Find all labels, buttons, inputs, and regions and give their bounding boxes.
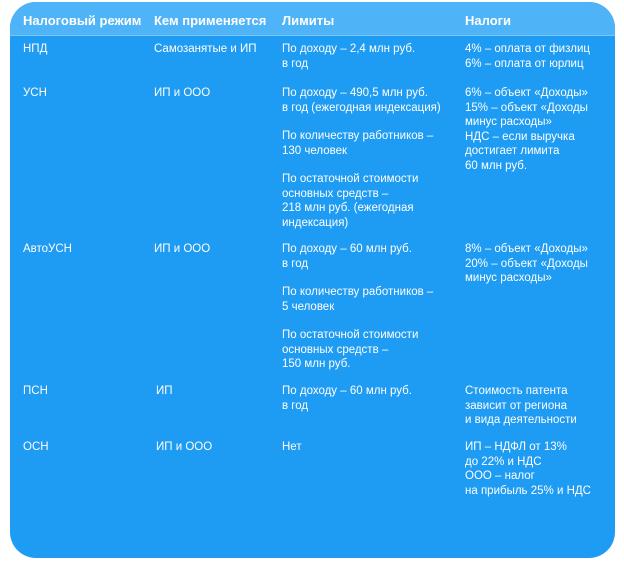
limit-item: По доходу – 60 млн руб. в год [282,243,412,270]
header-taxes: Налоги [465,13,512,28]
row-regime: НПД [23,43,48,55]
row-limits [282,384,412,413]
row-regime: УСН [23,87,47,99]
header-applies: Кем применяется [154,13,267,28]
limit-item: По остаточной стоимости основных средств – 218 млн руб. (ежегодная индексация) [282,173,419,229]
row-applies: ИП и ООО [156,441,213,453]
limit-item: По доходу – 2,4 млн руб. в год [282,43,416,70]
row-taxes: ИП – НДФЛ от 13% до 22% и НДС ООО – налог на прибыль 25% и НДС [465,441,591,497]
limit-item: По доходу – 490,5 млн руб. в год (ежегодная индексация) [282,87,441,114]
row-limits [282,440,302,455]
header-regime: Налоговый режим [23,13,142,28]
row-taxes: 4% – оплата от физлиц 6% – оплата от юрлиц [465,43,590,70]
row-applies: ИП [156,385,173,397]
limit-item: По количеству работников – 5 человек [282,286,434,313]
row-regime: ПСН [23,385,48,397]
row-taxes: Стоимость патента зависит от региона и вида деятельности [465,385,577,426]
row-applies: ИП и ООО [154,87,211,99]
row-taxes: 8% – объект «Доходы» 20% – объект «Доходы минус расходы» [465,243,588,284]
limit-item: По остаточной стоимости основных средств – 150 млн руб. [282,329,419,370]
limit-item: По доходу – 60 млн руб. в год [282,385,412,412]
row-taxes: 6% – объект «Доходы» 15% – объект «Доходы минус расходы» НДС – если выручка достигает лимита 60 млн руб. [465,87,588,172]
row-applies: Самозанятые и ИП [154,43,257,55]
row-limits [282,86,441,230]
header-limits: Лимиты [282,13,335,28]
table-header [10,2,615,36]
row-regime: АвтоУСН [23,243,72,255]
row-applies: ИП и ООО [154,243,211,255]
row-limits [282,42,415,71]
limit-item: По количеству работников – 130 человек [282,130,434,157]
limit-item: Нет [282,441,302,453]
row-limits [282,242,433,372]
tax-regimes-table [10,2,615,558]
row-regime: ОСН [23,441,49,453]
